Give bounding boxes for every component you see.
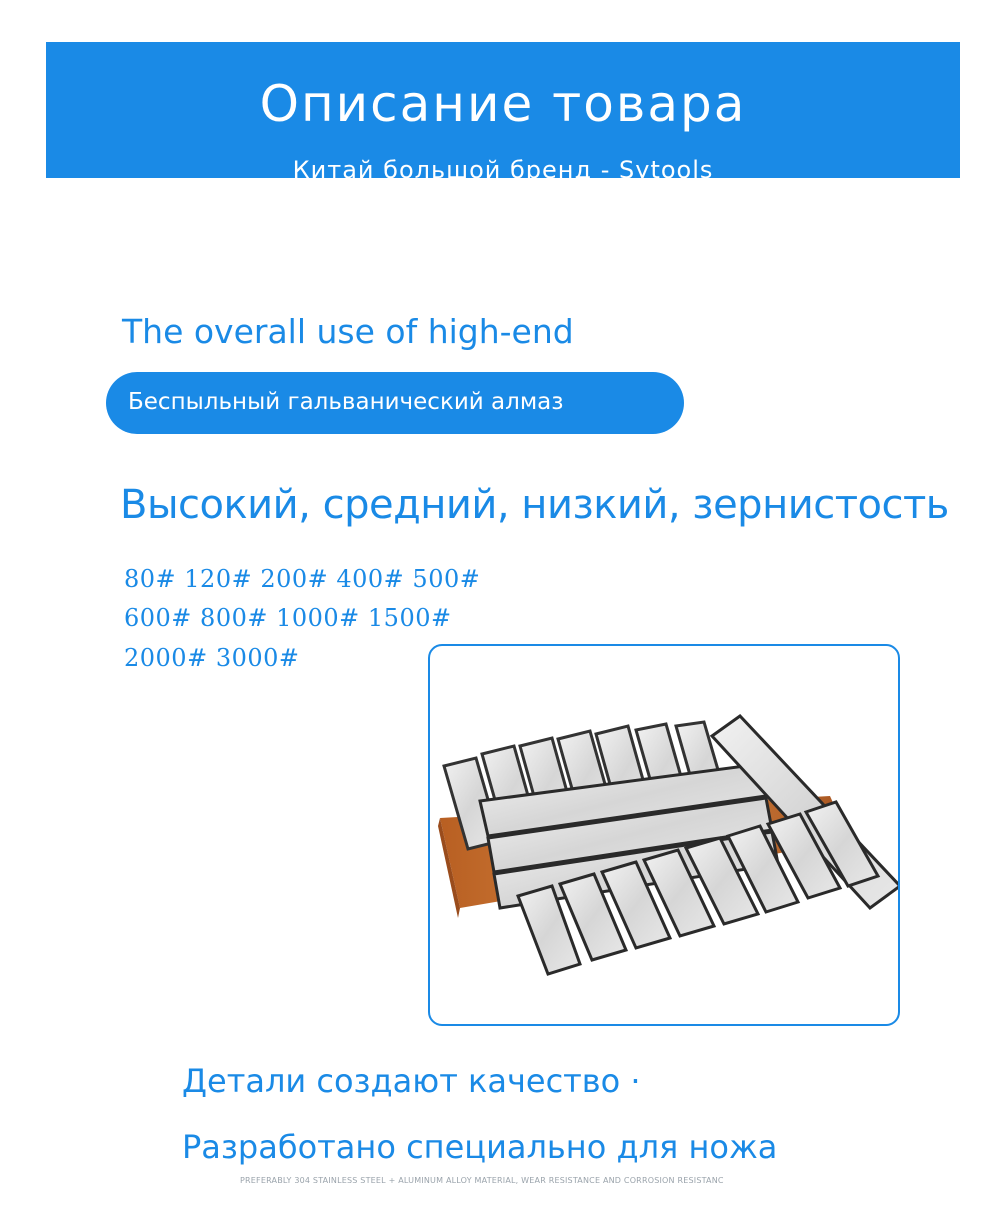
details-line-1: Детали создают качество · [182,1062,641,1100]
fine-print: PREFERABLY 304 STAINLESS STEEL + ALUMINUM ALLOY MATERIAL, WEAR RESISTANCE AND CORROSION RESISTANC [240,1176,724,1185]
page-title: Описание товара [259,75,747,133]
feature-pill [106,372,684,434]
details-line-2: Разработано специально для ножа [182,1128,778,1166]
header-banner [46,42,960,184]
product-photo-frame [428,644,900,1026]
sharpening-stones-photo [430,646,898,1024]
grit-row: 2000# 3000# [124,644,300,672]
feature-pill-label: Беспыльный гальванический алмаз [128,389,564,415]
grit-row: 600# 800# 1000# 1500# [124,604,452,632]
page-subtitle: Китай большой бренд - Sytools [292,156,714,184]
grit-heading: Высокий, средний, низкий, зернистость [120,482,949,528]
grit-row: 80# 120# 200# 400# 500# [124,565,481,593]
feature-line: The overall use of high-end [122,312,574,351]
